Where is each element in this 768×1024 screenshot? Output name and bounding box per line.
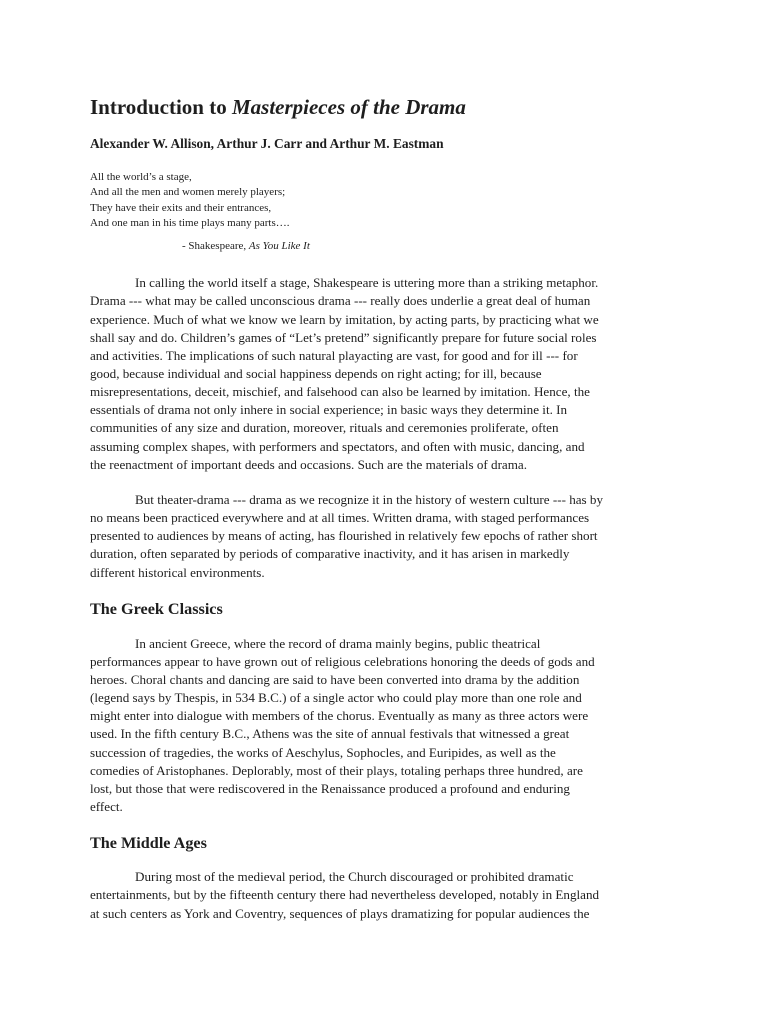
paragraph-line: and activities. The implications of such natural playacting are vast, for good and for ill --- for (90, 347, 578, 363)
paragraph-line: duration, often separated by periods of comparative inactivity, and it has arisen in markedly (90, 546, 570, 562)
paragraph-line: shall say and do. Children’s games of “Let’s pretend” significantly prepare for future social roles (90, 329, 597, 345)
body-paragraph (90, 868, 680, 922)
paragraph-line: heroes. Choral chants and dancing are said to have been converted into drama by the addition (90, 672, 580, 687)
body-paragraph (90, 274, 680, 474)
section-heading-greek-classics: The Greek Classics (90, 599, 223, 618)
document-title (90, 94, 680, 120)
section-heading-middle-ages: The Middle Ages (90, 834, 207, 853)
paragraph-line: In ancient Greece, where the record of drama mainly begins, public theatrical (135, 635, 541, 651)
paragraph-line: During most of the medieval period, the Church discouraged or prohibited dramatic (135, 869, 574, 885)
paragraph-line: used. In the fifth century B.C., Athens was the site of annual festivals that witnessed a great (90, 726, 570, 742)
paragraph-line: (legend says by Thespis, in 534 B.C.) of a single actor who could play more than one role and (90, 690, 582, 706)
paragraph-line: performances appear to have grown out of religious celebrations honoring the deeds of gods and (90, 653, 595, 669)
paragraph-line: experience. Much of what we know we learn by imitation, by acting parts, by practicing what we (90, 311, 599, 327)
paragraph-line: Drama --- what may be called unconscious drama --- really does underlie a great deal of human (90, 293, 591, 309)
body-paragraph (90, 635, 680, 817)
title-prefix: Introduction to (90, 95, 232, 119)
epigraph-line: And all the men and women merely players; (90, 186, 286, 199)
epigraph (90, 170, 680, 231)
paragraph-line: the reenactment of important deeds and occasions. Such are the materials of drama. (90, 456, 528, 472)
paragraph-line: effect. (90, 799, 123, 815)
paragraph-line: succession of tragedies, the works of Aeschylus, Sophocles, and Euripides, as well as the (90, 744, 556, 760)
paragraph-line: In calling the world itself a stage, Shakespeare is uttering more than a striking metaphor. (135, 275, 599, 291)
body-paragraph (90, 491, 680, 582)
paragraph-line: no means been practiced everywhere and at all times. Written drama, with staged performances (90, 510, 590, 526)
paragraph-line: different historical environments. (90, 564, 265, 580)
paragraph-line: might enter into dialogue with members of the chorus. Eventually as many as three actors were (90, 708, 589, 724)
paragraph-line: lost, but those that were rediscovered in the Renaissance produced a profound and enduring (90, 780, 570, 796)
paragraph-line: misrepresentations, deceit, mischief, and falsehood can also be learned by imitation. Hence, the (90, 384, 590, 400)
paragraph-line: communities of any size and duration, moreover, rituals and ceremonies proliferate, often (90, 420, 559, 436)
epigraph-attribution (182, 239, 680, 254)
epigraph-line: And one man in his time plays many parts…. (90, 216, 290, 229)
paragraph-line: essentials of drama not only inhere in social experience; in basic ways they determine it. In (90, 402, 568, 418)
attribution-work: As You Like It (248, 240, 310, 253)
authors-line: Alexander W. Allison, Arthur J. Carr and Arthur M. Eastman (90, 136, 444, 151)
epigraph-line: They have their exits and their entrances, (90, 201, 272, 214)
epigraph-line: All the world’s a stage, (90, 171, 192, 183)
paragraph-line: good, because individual and social happiness depends on right acting; for ill, because (90, 365, 542, 381)
document-page (90, 94, 680, 923)
attribution-author: - Shakespeare, (182, 240, 249, 253)
paragraph-line: presented to audiences by means of acting, has flourished in relatively few epochs of rather short (90, 528, 598, 544)
paragraph-line: assuming complex shapes, with performers and spectators, and often with music, dancing, and (90, 438, 585, 454)
paragraph-line: entertainments, but by the fifteenth century there had nevertheless developed, notably in England (90, 887, 600, 903)
paragraph-line: But theater-drama --- drama as we recognize it in the history of western culture --- has by (135, 491, 604, 507)
paragraph-line: comedies of Aristophanes. Deplorably, most of their plays, totaling perhaps three hundred, are (90, 762, 583, 778)
paragraph-line: at such centers as York and Coventry, sequences of plays dramatizing for popular audiences the (90, 905, 590, 921)
title-book-name: Masterpieces of the Drama (231, 95, 466, 119)
